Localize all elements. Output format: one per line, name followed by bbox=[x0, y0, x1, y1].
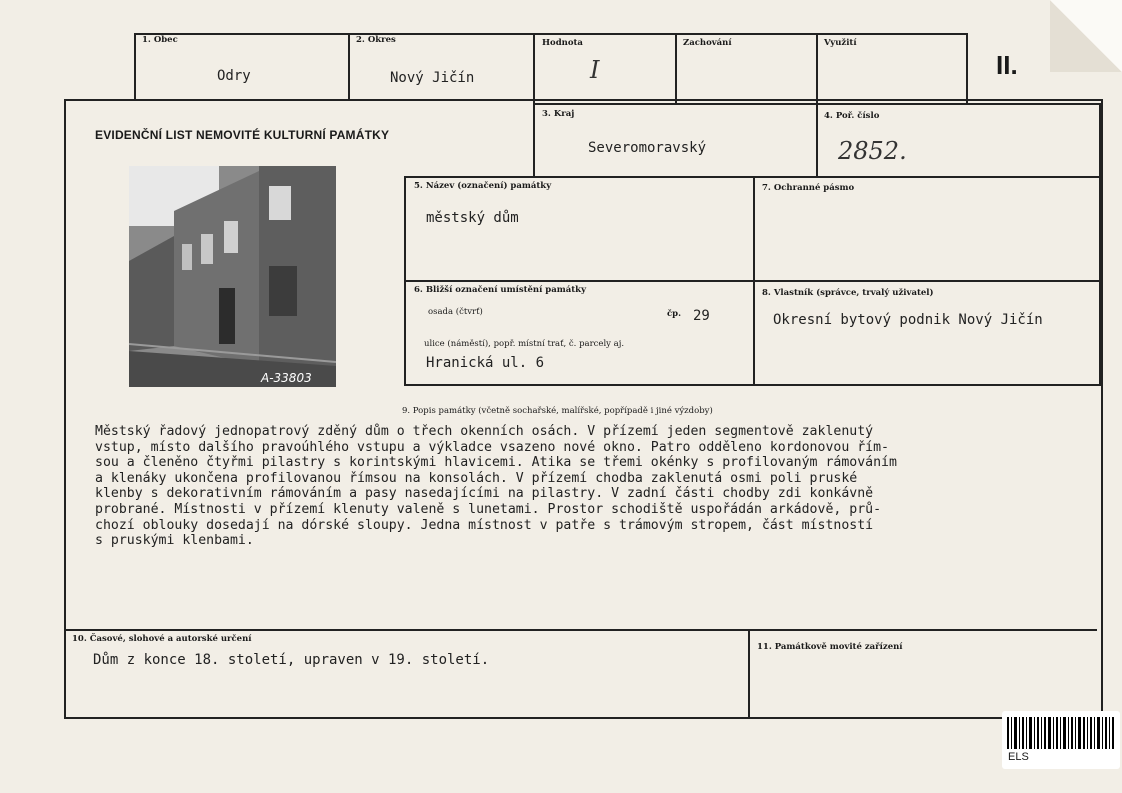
paper-corner-cut bbox=[1050, 0, 1122, 72]
photo-caption: A-33803 bbox=[261, 371, 312, 385]
bottom-col-divider bbox=[748, 629, 750, 719]
vyuziti-label: Využití bbox=[824, 38, 857, 48]
ulice-value: Hranická ul. 6 bbox=[426, 355, 545, 371]
barcode-icon bbox=[1007, 717, 1115, 749]
osada-label: osada (čtvrť) bbox=[428, 307, 483, 317]
zachovani-label: Zachování bbox=[683, 38, 732, 48]
popis-line: Městský řadový jednopatrový zděný dům o třech okenních osách. V přízemí jeden segmentově zaklenutý bbox=[95, 424, 874, 439]
hodnota-value: I bbox=[590, 56, 600, 84]
ochranne-pasmo-label: 7. Ochranné pásmo bbox=[762, 183, 855, 193]
popis-line: s pruskými klenbami. bbox=[95, 533, 254, 549]
vlastnik-value: Okresní bytový podnik Nový Jičín bbox=[773, 312, 1043, 328]
cp-label: čp. bbox=[667, 309, 682, 319]
urceni-value: Dům z konce 18. století, upraven v 19. století. bbox=[93, 652, 490, 668]
building-photo-illustration bbox=[129, 166, 336, 387]
hodnota-label: Hodnota bbox=[542, 38, 583, 48]
obec-label: 1. Obec bbox=[142, 35, 178, 45]
barcode-label: ELS bbox=[1008, 751, 1029, 763]
obec-value: Odry bbox=[217, 68, 251, 84]
popis-line: klenby s dekorativním rámováním a pasy nasedajícími na pilastry. V zadní části chodby zdi konkávně bbox=[95, 486, 874, 502]
popis-text bbox=[95, 424, 1095, 549]
nazev-label: 5. Název (označení) památky bbox=[414, 181, 552, 191]
popis-line: probrané. Místnosti v přízemí klenuty valeně s lunetami. Prostor schodiště uspořádán arkádově, prů- bbox=[95, 501, 882, 517]
por-cislo-label: 4. Poř. číslo bbox=[824, 111, 880, 121]
barcode-sticker bbox=[1002, 711, 1120, 769]
bottom-divider bbox=[64, 629, 1097, 631]
roman-numeral: II. bbox=[996, 50, 1018, 80]
nazev-box bbox=[404, 176, 755, 282]
ulice-label: ulice (náměstí), popř. místní trať, č. parcely aj. bbox=[424, 339, 625, 349]
vlastnik-label: 8. Vlastník (správce, trvalý uživatel) bbox=[762, 288, 934, 298]
okres-value: Nový Jičín bbox=[390, 70, 475, 86]
popis-label: 9. Popis památky (včetně sochařské, malířské, popřípadě i jiné výzdoby) bbox=[402, 406, 713, 416]
okres-label: 2. Okres bbox=[356, 35, 396, 45]
cp-value: 29 bbox=[693, 308, 710, 324]
zarizeni-label: 11. Památkově movité zařízení bbox=[757, 642, 903, 652]
building-photo bbox=[129, 166, 336, 387]
popis-line: a klenáky ukončena profilovanou římsou na konsolách. V přízemí chodba zaklenutá osmi poli pruské bbox=[95, 470, 858, 486]
popis-line: chozí oblouky dosedají na dórské sloupy. Jedna místnost v patře s trámovým stropem, část místností bbox=[95, 517, 874, 533]
kraj-label: 3. Kraj bbox=[542, 109, 575, 119]
popis-line: sou a členěno čtyřmi pilastry s korintskými hlavicemi. Atika se třemi okénky s profilovaným rámováním bbox=[95, 455, 897, 471]
form-title: EVIDENČNÍ LIST NEMOVITÉ KULTURNÍ PAMÁTKY bbox=[95, 128, 390, 142]
por-cislo-value: 2852. bbox=[838, 137, 907, 165]
popis-line: vstup, místo dalšího pravoúhlého vstupu a výkladce vsazeno nové okno. Patro odděleno kordonovou řím- bbox=[95, 439, 889, 455]
kraj-value: Severomoravský bbox=[588, 140, 707, 156]
urceni-label: 10. Časové, slohové a autorské určení bbox=[72, 634, 252, 644]
umisteni-label: 6. Bližší označení umístění památky bbox=[414, 285, 587, 295]
nazev-value: městský dům bbox=[426, 210, 519, 226]
